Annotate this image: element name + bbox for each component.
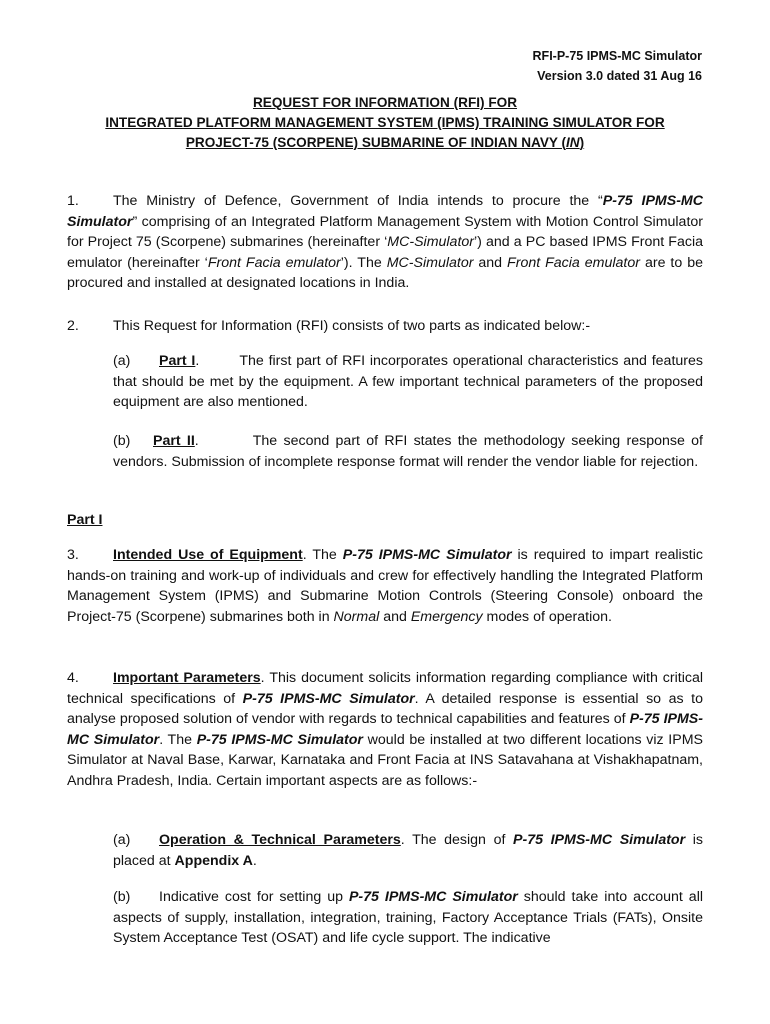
document-header	[533, 46, 702, 86]
paragraph-2b: (b) Part II. The second part of RFI states the methodology seeking response of vendors. Submission of incomplete response format will render the vendor liable for rejection.	[113, 433, 703, 470]
part-1-heading: Part I	[67, 512, 103, 528]
paragraph-2: 2. This Request for Information (RFI) consists of two parts as indicated below:-	[67, 318, 591, 334]
paragraph-4a: (a) Operation & Technical Parameters. The design of P-75 IPMS-MC Simulator is placed at Appendix A.	[113, 832, 703, 869]
paragraph-4: 4. Important Parameters. This document solicits information regarding compliance with critical technical specifications of P-75 IPMS-MC Simulator. A detailed response is essential so as to analyse proposed solution of vendor with regards to technical capabilities and features of P-75 IPMS-MC Simulator. The P-75 IPMS-MC Simulator would be installed at two different locations viz IPMS Simulator at Naval Base, Karwar, Karnataka and Front Facia at INS Satavahana at Vishakhapatnam, Andhra Pradesh, India. Certain important aspects are as follows:-	[67, 670, 703, 789]
header-version: Version 3.0 dated 31 Aug 16	[537, 69, 702, 83]
paragraph-1: 1. The Ministry of Defence, Government of India intends to procure the “P-75 IPMS-MC Simulator” comprising of an Integrated Platform Management System with Motion Control Simulator for Project 75 (Scorpene) submarines (hereinafter ‘MC-Simulator’) and a PC based IPMS Front Facia emulator (hereinafter ‘Front Facia emulator’). The MC-Simulator and Front Facia emulator are to be procured and installed at designated locations in India.	[67, 193, 703, 291]
paragraph-4b: (b) Indicative cost for setting up P-75 IPMS-MC Simulator should take into account all aspects of supply, installation, integration, training, Factory Acceptance Trials (FATs), Onsite System Acceptance Test (OSAT) and life cycle support. The indicative	[113, 889, 703, 946]
title-line-2: INTEGRATED PLATFORM MANAGEMENT SYSTEM (IPMS) TRAINING SIMULATOR FOR	[105, 115, 665, 130]
title-line-3: PROJECT-75 (SCORPENE) SUBMARINE OF INDIAN NAVY (IN)	[185, 135, 585, 150]
title-line-1: REQUEST FOR INFORMATION (RFI) FOR	[252, 95, 518, 110]
paragraph-3: 3. Intended Use of Equipment. The P-75 IPMS-MC Simulator is required to impart realistic hands-on training and work-up of individuals and crew for effectively handling the Integrated Platform Management System (IPMS) and Submarine Motion Controls (Steering Console) onboard the Project-75 (Scorpene) submarines both in Normal and Emergency modes of operation.	[67, 547, 703, 625]
header-reference: RFI-P-75 IPMS-MC Simulator	[532, 49, 702, 63]
document-title	[67, 93, 703, 153]
paragraph-2a: (a) Part I. The first part of RFI incorporates operational characteristics and features that should be met by the equipment. A few important technical parameters of the proposed equipment are also mentioned.	[113, 353, 703, 410]
